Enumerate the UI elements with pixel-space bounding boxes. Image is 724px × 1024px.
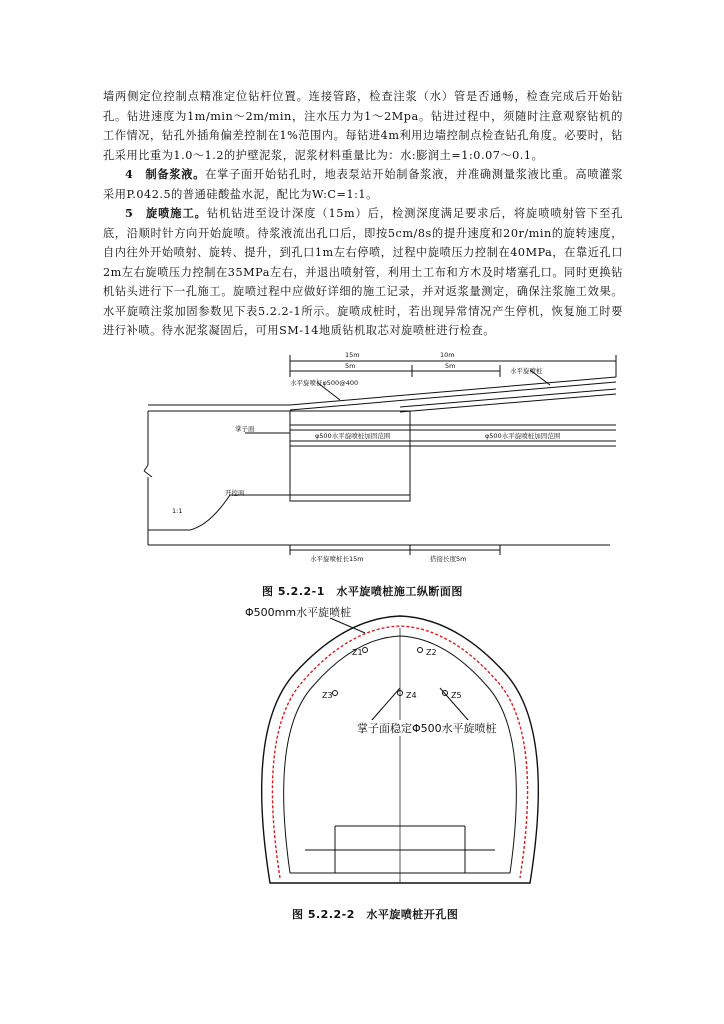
label-dim-bottom-left: 水平旋喷桩长15m — [310, 555, 364, 563]
label-z4: Z4 — [406, 691, 417, 700]
figure1-caption: 图 5.2.2-1 水平旋喷桩施工纵断面图 — [262, 585, 463, 598]
body-text — [103, 87, 623, 341]
label-dim-bottom-right: 搭接长度5m — [430, 555, 467, 563]
hole-z2 — [418, 648, 423, 653]
label-slope: 1:1 — [172, 507, 183, 515]
label-pile-left: φ500水平旋喷桩加固范围 — [315, 432, 391, 440]
paragraph-item5 — [103, 204, 623, 341]
hole-z1 — [363, 648, 368, 653]
dim-top-total: 10m — [440, 351, 455, 359]
item5-title: 5 旋喷施工。 — [125, 206, 207, 220]
label-bottom-left: 开挖面 — [225, 489, 245, 497]
label-pile-title: Φ500mm水平旋喷桩 — [245, 606, 352, 619]
label-z2: Z2 — [426, 648, 437, 657]
label-z3: Z3 — [322, 691, 333, 700]
dim-seg-a: 5m — [345, 362, 356, 370]
paragraph-continued: 墙两侧定位控制点精准定位钻杆位置。连接管路，检查注浆（水）管是否通畅，检查完成后开始钻孔。钻进速度为1m/min～2m/min，注水压力为1～2Mpa。钻进过程中，须随时注意观察钻机的工作情况，钻孔外插角偏差控制在1%范围内。每钻进4m利用边墙控制点检查钻孔角度。必要时，钻孔采用比重为1.0～1.2的护壁泥浆，泥浆材料重量比为：水:膨润土=1:0.07～0.1。 — [103, 90, 623, 162]
paragraph-item4 — [103, 165, 623, 204]
label-left-mid: 掌子面 — [235, 425, 255, 433]
excavation-profile — [148, 495, 410, 530]
label-center: 掌子面稳定Φ500水平旋喷桩 — [357, 722, 497, 735]
label-right-upper: 水平旋喷桩 — [510, 367, 543, 375]
item5-body: 钻机钻进至设计深度（15m）后，检测深度满足要求后，将旋喷喷射管下至孔底，沿顺时针方向开始旋喷。待浆液流出孔口后，即按5cm/8s的提升速度和20r/min的旋转速度，自内往外开始喷射、旋转、提升，到孔口1m左右停喷，过程中旋喷压力控制在40MPa，在靠近孔口2m左右旋喷压力控制在35MPa左右，并退出喷射管，利用土工布和方木及时堵塞孔口。同时更换钻机钻头进行下一孔施工。旋喷过程中应做好详细的施工记录，并对返浆量测定，确保注浆施工效果。水平旋喷注浆加固参数见下表5.2.2-1所示。旋喷成桩时，若出现异常情况产生停机，恢复施工时要进行补喷。待水泥浆凝固后，可用SM-14地质钻机取芯对旋喷桩进行检查。 — [103, 207, 623, 337]
hole-z3 — [333, 691, 338, 696]
label-left-upper: 水平旋喷桩φ500@400 — [290, 379, 359, 387]
label-pile-right: φ500水平旋喷桩加固范围 — [485, 432, 561, 440]
item4-title: 4 制备浆液。 — [125, 167, 206, 181]
label-z5: Z5 — [451, 691, 462, 700]
figure2-caption: 图 5.2.2-2 水平旋喷桩开孔图 — [292, 908, 459, 921]
dim-top-left: 15m — [345, 351, 360, 359]
figure-longitudinal-section — [140, 345, 620, 570]
label-z1: Z1 — [352, 648, 363, 657]
item4-body: 在掌子面开始钻孔时，地表泵站开始制备浆液，并准确测量浆液比重。高喷灌浆采用P.042.5的普通硅酸盐水泥，配比为W:C=1:1。 — [103, 168, 623, 201]
dim-seg-b: 5m — [445, 362, 456, 370]
figure-tunnel-cross-section — [235, 598, 565, 898]
